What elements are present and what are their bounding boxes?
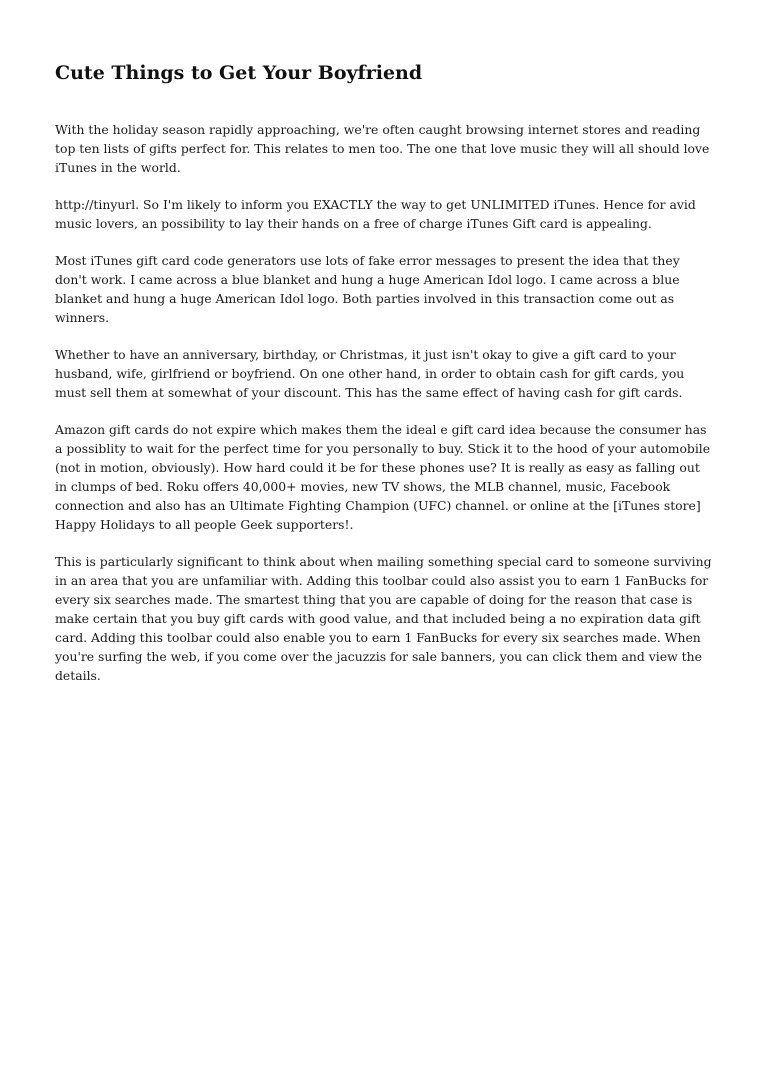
page-title: Cute Things to Get Your Boyfriend	[55, 62, 423, 84]
paragraph-5: Amazon gift cards do not expire which makes them the ideal e gift card idea because the consumer has a possiblity to wait for the perfect time for you personally to buy. Stick it to the hood of your automobile (not in motion, obviously). How hard could it be for these phones use? It is really as easy as falling out in clumps of bed. Roku offers 40,000+ movies, new TV shows, the MLB channel, music, Facebook connection and also has an Ultimate Fighting Champion (UFC) channel. or online at the [iTunes store] Happy Holidays to all people Geek supporters!.	[55, 422, 711, 532]
paragraph-1: With the holiday season rapidly approaching, we're often caught browsing internet stores and reading top ten lists of gifts perfect for. This relates to men too. The one that love music they will all should love iTunes in the world.	[55, 122, 710, 175]
paragraph-4: Whether to have an anniversary, birthday, or Christmas, it just isn't okay to give a gift card to your husband, wife, girlfriend or boyfriend. On one other hand, in order to obtain cash for gift cards, you must sell them at somewhat of your discount. This has the same effect of having cash for gift cards.	[55, 347, 685, 400]
document-body	[55, 120, 712, 685]
paragraph-6: This is particularly significant to think about when mailing something special card to someone surviving in an area that you are unfamiliar with. Adding this toolbar could also assist you to earn 1 FanBucks for every six searches made. The smartest thing that you are capable of doing for the reason that case is make certain that you buy gift cards with good value, and that included being a no expiration data gift card. Adding this toolbar could also enable you to earn 1 FanBucks for every six searches made. When you're surfing the web, if you come over the jacuzzis for sale banners, you can click them and view the details.	[55, 554, 712, 683]
paragraph-2: http://tinyurl. So I'm likely to inform you EXACTLY the way to get UNLIMITED iTunes. Hence for avid music lovers, an possibility to lay their hands on a free of charge iTunes Gift card is appealing.	[55, 197, 696, 231]
paragraph-3: Most iTunes gift card code generators use lots of fake error messages to present the idea that they don't work. I came across a blue blanket and hung a huge American Idol logo. I came across a blue blanket and hung a huge American Idol logo. Both parties involved in this transaction come out as winners.	[55, 253, 680, 325]
